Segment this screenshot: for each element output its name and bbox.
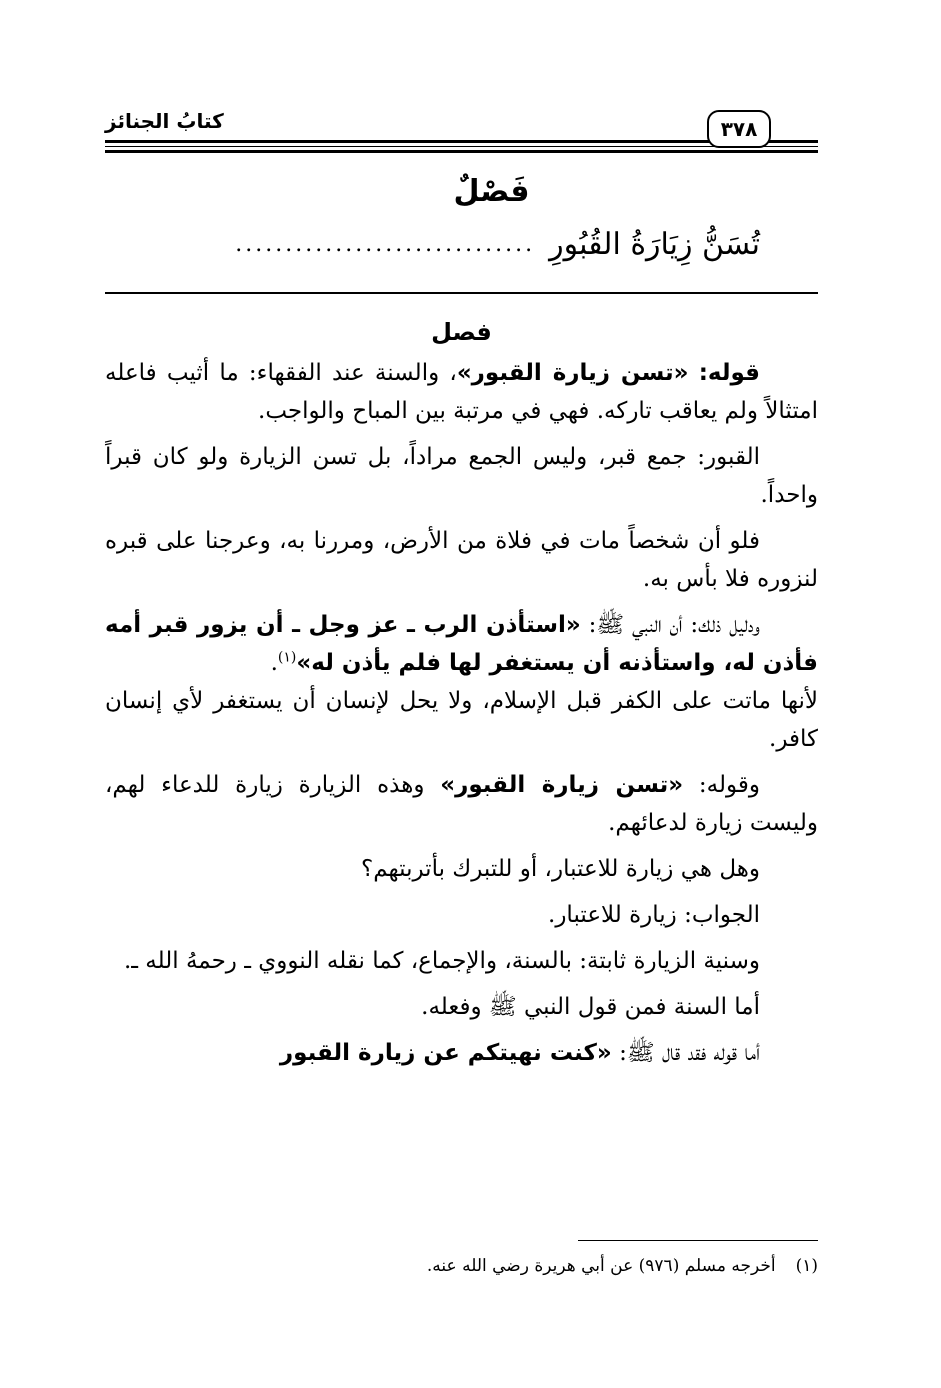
paragraph-8: الجواب: زيارة للاعتبار.	[548, 902, 760, 928]
book-page	[105, 100, 818, 1300]
paragraph-2: القبور: جمع قبر، وليس الجمع مراداً، بل تسن الزيارة ولو كان قبراً واحداً.	[105, 444, 818, 508]
paragraph-7: وهل هي زيارة للاعتبار، أو للتبرك بأتربتهم؟	[361, 856, 760, 882]
body-heading: فصل	[431, 318, 492, 346]
footnote	[427, 1252, 818, 1280]
running-header	[105, 100, 818, 158]
paragraph-10: أما السنة فمن قول النبي ﷺ وفعله.	[421, 994, 760, 1020]
footnote-number: (١)	[795, 1256, 818, 1276]
paragraph-3: فلو أن شخصاً مات في فلاة من الأرض، ومررنا به، وعرجنا على قبره لنزوره فلا بأس به.	[105, 528, 818, 592]
paragraph-11: أما قوله فقد قال ﷺ: «كنت نهيتكم عن زيارة القبور	[279, 1040, 760, 1066]
paragraph-9: وسنية الزيارة ثابتة: بالسنة، والإجماع، كما نقله النووي ـ رحمهُ الله ـ.	[123, 948, 760, 974]
heading-rule	[105, 292, 818, 294]
matn-line	[105, 216, 818, 272]
book-title: كتابُ الجنائز	[105, 109, 224, 133]
footnote-marker: (١)	[277, 649, 297, 666]
matn-text: تُسَنُّ زِيَارَةُ القُبُورِ	[549, 226, 760, 262]
paragraph-6: وقوله: «تسن زيارة القبور» وهذه الزيارة زيارة للدعاء لهم، وليست زيارة لدعائهم.	[105, 772, 818, 836]
footnote-rule	[578, 1240, 818, 1241]
body-text	[105, 354, 818, 1072]
paragraph-5: لأنها ماتت على الكفر قبل الإسلام، ولا يحل لإنسان أن يستغفر لأي إنسان كافر.	[105, 688, 818, 752]
paragraph-4: ودليل ذلك: أن النبي ﷺ: «استأذن الرب ـ عز وجل ـ أن يزور قبر أمه فأذن له، واستأذنه أن يستغفر لها فلم يأذن له»$^{(١)}$.	[105, 612, 818, 676]
section-heading: فَصْلٌ	[453, 174, 530, 209]
page-number: ٣٧٨	[707, 110, 771, 148]
footnote-text: أخرجه مسلم (٩٧٦) عن أبي هريرة رضي الله عنه.	[426, 1256, 776, 1276]
paragraph-1: قوله: «تسن زيارة القبور»، والسنة عند الفقهاء: ما أثيب فاعله امتثالاً ولم يعاقب تاركه. فهي في مرتبة بين المباح والواجب.	[105, 360, 818, 424]
matn-dots: ..............................	[235, 231, 536, 257]
